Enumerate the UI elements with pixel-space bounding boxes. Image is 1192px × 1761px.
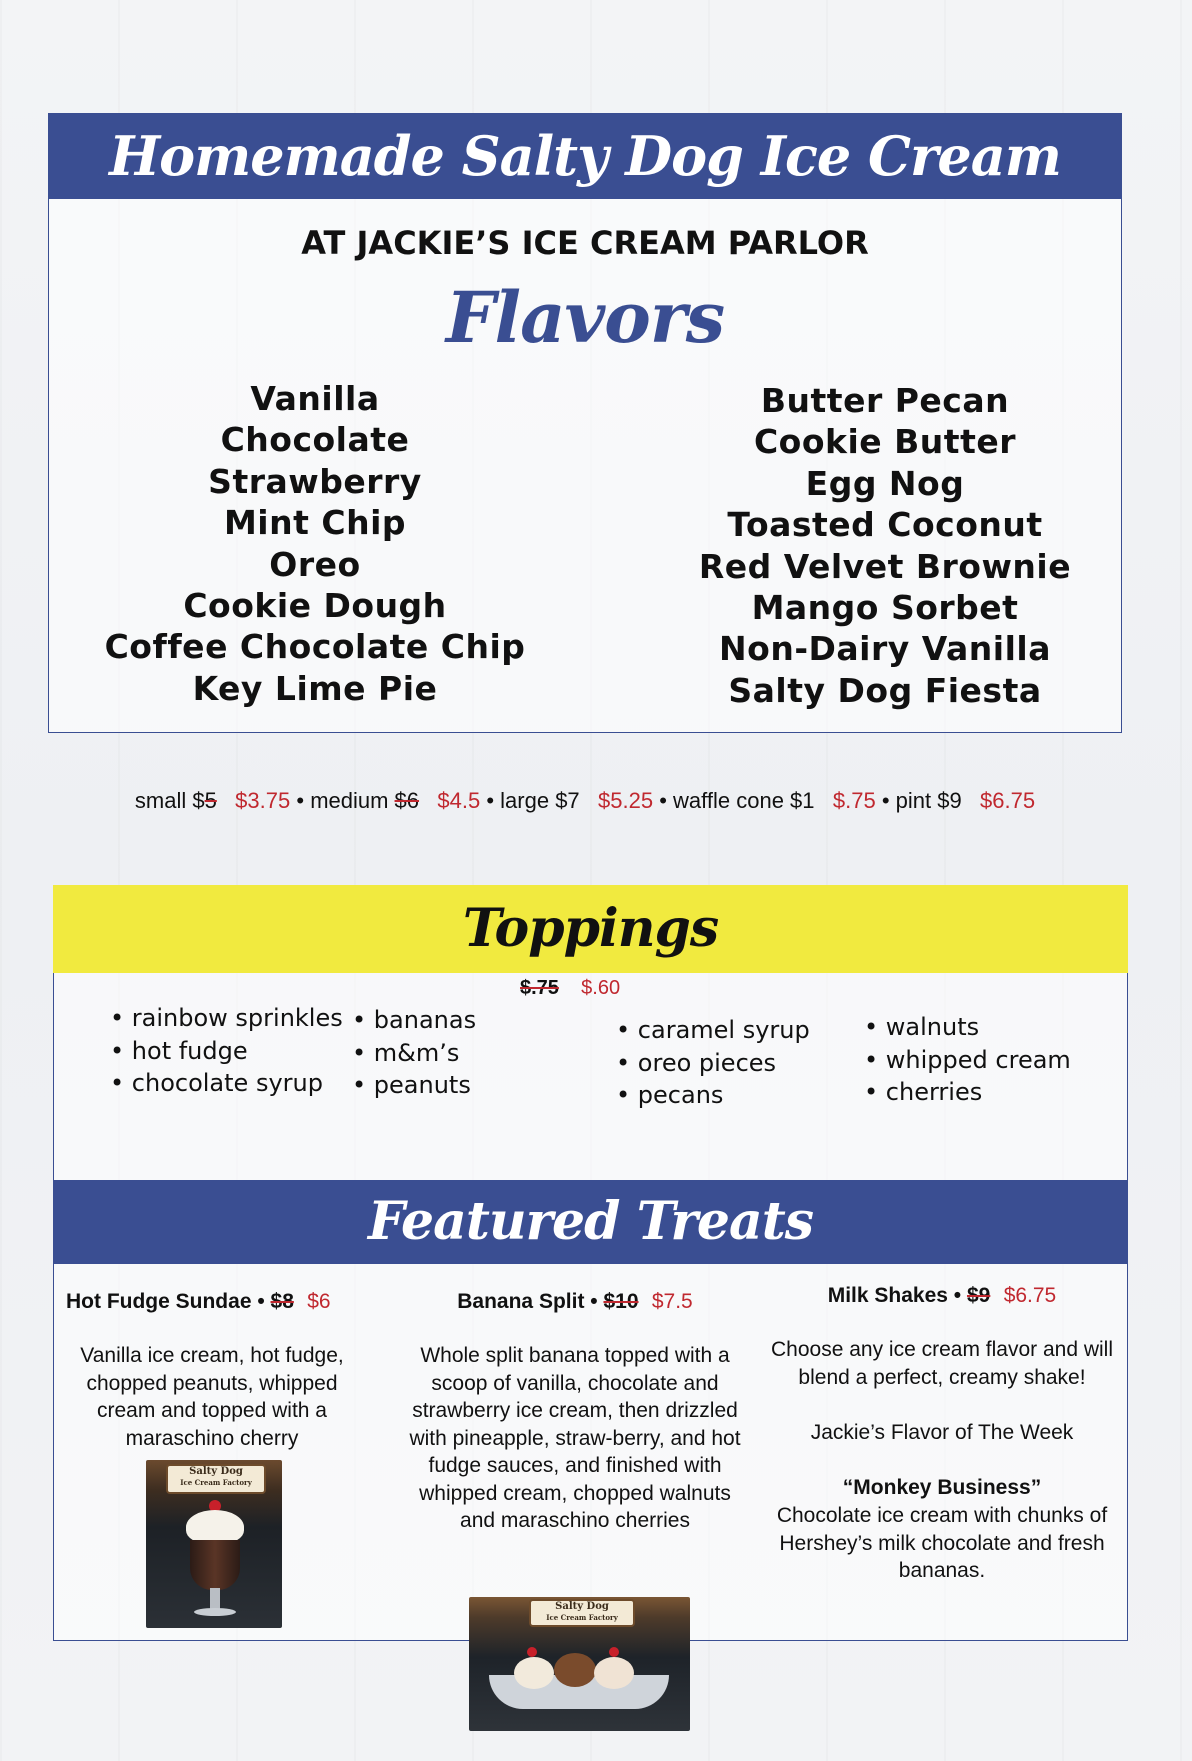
flavor-of-week-label: Jackie’s Flavor of The Week [810,1421,1074,1444]
parlor-subtitle: AT JACKIE’S ICE CREAM PARLOR [301,224,869,262]
treats-heading: Featured Treats [367,1191,813,1252]
topping-item: • peanuts [352,1069,476,1102]
flavor-item: Red Velvet Brownie [698,546,1072,586]
topping-item: • cherries [864,1076,1071,1109]
price-medium-new: $4.5 [437,788,481,813]
flavor-item: Butter Pecan [760,381,1010,420]
flavor-of-week-desc: Chocolate ice cream with chunks of Hershey’s milk chocolate and fresh bananas. [776,1504,1108,1582]
flavor-item: Non-Dairy Vanilla [719,629,1051,669]
sign-subtext: Ice Cream Factory [180,1478,252,1487]
flavor-item: Cookie Dough [183,586,447,626]
topping-item: • m&m’s [352,1037,476,1070]
cherry-icon [527,1647,537,1657]
topping-item: • hot fudge [110,1035,343,1068]
flavor-of-week-name: “Monkey Business” [842,1476,1042,1499]
toppings-banner [53,885,1128,973]
toppings-col-4 [864,1011,1071,1109]
flavor-item: Key Lime Pie [192,668,438,708]
price-pint-new: $6.75 [980,788,1036,813]
price-pint: pint $9 [895,788,962,813]
flavor-item: Salty Dog Fiesta [728,670,1042,710]
sundae-photo [146,1460,282,1628]
banana-split-photo [469,1597,690,1731]
topping-item: • rainbow sprinkles [110,1002,343,1035]
flavor-item: Coffee Chocolate Chip [104,627,526,667]
toppings-col-3 [616,1014,810,1112]
flavor-item: Vanilla [250,379,380,418]
sign-subtext: Ice Cream Factory [546,1613,618,1622]
treat-desc-banana-split: Whole split banana topped with a scoop of vanilla, chocolate and strawberry ice cream, then drizzled with pineapple, straw-berry, and hot fudge sauces, and finished with whipped cream, chopped walnuts and maraschino cherries [409,1344,741,1532]
topping-item: • walnuts [864,1011,1071,1044]
price-large-new: $5.25 [598,788,654,813]
price-small: small $5 [134,788,217,813]
flavor-item: Cookie Butter [753,422,1017,462]
treat-title-milk-shakes: Milk Shakes • $9 $6.75 [827,1284,1057,1307]
sign-text: Salty Dog [189,1466,243,1477]
price-cone-new: $.75 [832,788,876,813]
flavor-item: Oreo [269,544,361,584]
flavor-item: Strawberry [208,461,422,501]
topping-item: • caramel syrup [616,1014,810,1047]
treat-desc-milk-shakes: Choose any ice cream flavor and will blend a perfect, creamy shake! [771,1338,1113,1389]
price-line: small $5 $3.75 • medium $6 $4.5 • large $7 $5.25 • waffle cone $1 $.75 • pint $9 $6.75 [134,788,1036,813]
flavor-item: Mango Sorbet [751,588,1019,628]
price-cone: waffle cone $1 [673,788,815,813]
treat-desc-sundae: Vanilla ice cream, hot fudge, chopped peanuts, whipped cream and topped with a maraschino cherry [80,1344,344,1450]
topping-item: • whipped cream [864,1044,1071,1077]
flavors-left-column [80,378,550,709]
toppings-price: $.75 $.60 [520,977,621,999]
price-large: large $7 [500,788,580,813]
price-small-new: $3.75 [235,788,291,813]
page-title: Homemade Salty Dog Ice Cream [109,124,1061,188]
topping-item: • oreo pieces [616,1047,810,1080]
toppings-col-1 [110,1002,343,1100]
flavors-right-column [670,380,1100,711]
flavor-item: Mint Chip [223,503,407,543]
sign-text: Salty Dog [555,1601,609,1612]
flavor-item: Chocolate [220,420,410,460]
cherry-icon [609,1647,619,1657]
treats-banner [53,1180,1128,1264]
topping-item: • bananas [352,1004,476,1037]
whipped-cream-shape [186,1510,244,1544]
flavors-heading: Flavors [445,276,725,359]
flavor-item: Egg Nog [805,463,965,503]
topping-item: • chocolate syrup [110,1067,343,1100]
toppings-col-2 [352,1004,476,1102]
topping-item: • pecans [616,1079,810,1112]
treat-title-banana-split: Banana Split • $10 $7.5 [457,1290,693,1313]
header-banner [48,113,1122,199]
toppings-heading: Toppings [462,898,719,959]
price-medium: medium $6 [310,788,420,813]
flavor-item: Toasted Coconut [727,505,1043,545]
treat-title-sundae: Hot Fudge Sundae • $8 $6 [66,1290,331,1313]
toppings-new-price: $.60 [581,977,621,999]
glass-shape [190,1540,240,1590]
